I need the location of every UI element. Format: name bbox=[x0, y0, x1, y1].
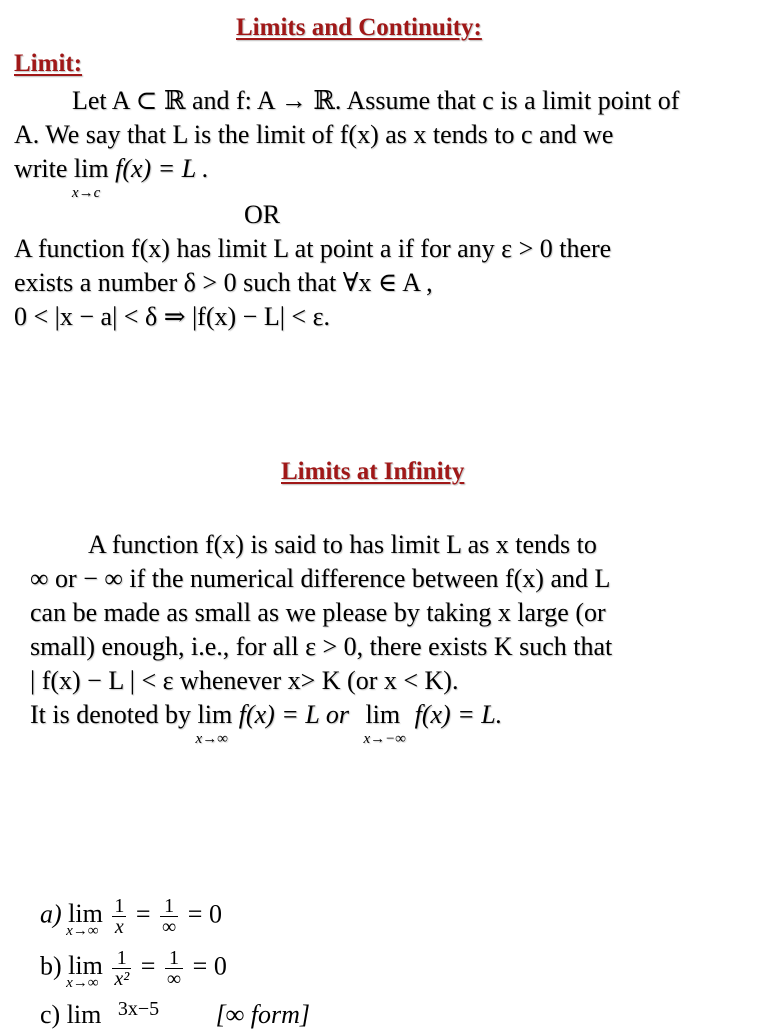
example-b-fraction-1: $\frac{1}{\text{x²}}$ bbox=[114, 947, 130, 990]
limit-expression: f(x) = L . bbox=[115, 154, 209, 183]
infinity-def-line-3: can be made as small as we please by taking x large (or bbox=[30, 598, 606, 627]
limit-subheading: Limit: bbox=[14, 50, 83, 77]
lim-operator-neg-infinity: lim x→−∞ bbox=[365, 698, 400, 732]
infinity-def-line-4: small) enough, i.e., for all ε > 0, there exists K such that bbox=[30, 632, 613, 661]
example-a-label: a) bbox=[40, 899, 62, 929]
example-c-lim: lim bbox=[66, 1000, 102, 1029]
example-c-numerator: 3x−5 bbox=[117, 998, 160, 1020]
limit-expression-infinity: f(x) = L or bbox=[238, 700, 349, 729]
limit-expression-neg-infinity: f(x) = L. bbox=[414, 700, 503, 729]
page-title: Limits and Continuity: bbox=[236, 14, 482, 41]
example-c-label: c) bbox=[40, 1000, 61, 1029]
lim-operator-infinity: lim x→∞ bbox=[198, 698, 233, 732]
example-b-label: b) bbox=[40, 951, 62, 981]
example-a-result: = 0 bbox=[187, 899, 222, 929]
example-b-subscript: x→∞ bbox=[66, 975, 99, 992]
example-b-lim: lim x→∞ bbox=[66, 951, 103, 992]
example-b-result: = 0 bbox=[192, 951, 227, 981]
write-word: write bbox=[14, 154, 68, 183]
epsilon-def-line-3: 0 < |x − a| < δ ⇒ |f(x) − L| < ε. bbox=[14, 302, 330, 331]
infinity-def-line-5: | f(x) − L | < ε whenever x> K (or x < K). bbox=[30, 666, 459, 695]
lim-subscript-infinity: x→∞ bbox=[195, 731, 228, 747]
infinity-def-line-6 bbox=[30, 698, 503, 747]
lim-operator: lim x→c bbox=[74, 152, 109, 186]
epsilon-def-line-2: exists a number δ > 0 such that ∀x ∈ A , bbox=[14, 268, 433, 297]
example-a: a) lim x→∞ $\frac{1}{x}$ = $\frac{1}{\infty}$ = 0 bbox=[40, 895, 222, 940]
infinity-def-line-2: ∞ or − ∞ if the numerical difference between f(x) and L bbox=[30, 564, 611, 593]
example-a-fraction-2: $\frac{1}{\infty}$ bbox=[162, 895, 177, 938]
example-b: b) lim x→∞ $\frac{1}{\text{x²}}$ = $\frac{1}{\infty}$ = 0 bbox=[40, 947, 227, 992]
denoted-by: It is denoted by bbox=[30, 700, 192, 729]
limit-def-line-2: A. We say that L is the limit of f(x) as x tends to c and we bbox=[14, 120, 614, 149]
example-a-subscript: x→∞ bbox=[66, 923, 99, 940]
example-a-lim: lim x→∞ bbox=[66, 899, 103, 940]
limit-def-line-3 bbox=[14, 152, 209, 201]
infinity-heading: Limits at Infinity bbox=[281, 458, 465, 485]
epsilon-def-line-1: A function f(x) has limit L at point a if for any ε > 0 there bbox=[14, 234, 612, 263]
or-separator: OR bbox=[244, 200, 281, 229]
example-c bbox=[40, 1000, 310, 1030]
lim-subscript: x→c bbox=[71, 185, 101, 201]
example-b-fraction-2: $\frac{1}{\infty}$ bbox=[166, 947, 182, 990]
example-a-fraction-1: $\frac{1}{x}$ bbox=[114, 895, 125, 938]
limit-def-line-1: Let A ⊂ ℝ and f: A → ℝ. Assume that c is a limit point of bbox=[72, 86, 680, 115]
example-c-bracket: [∞ form] bbox=[215, 1000, 311, 1029]
lim-subscript-neg-infinity: x→−∞ bbox=[363, 731, 406, 747]
infinity-def-line-1: A function f(x) is said to has limit L as x tends to bbox=[88, 530, 597, 559]
